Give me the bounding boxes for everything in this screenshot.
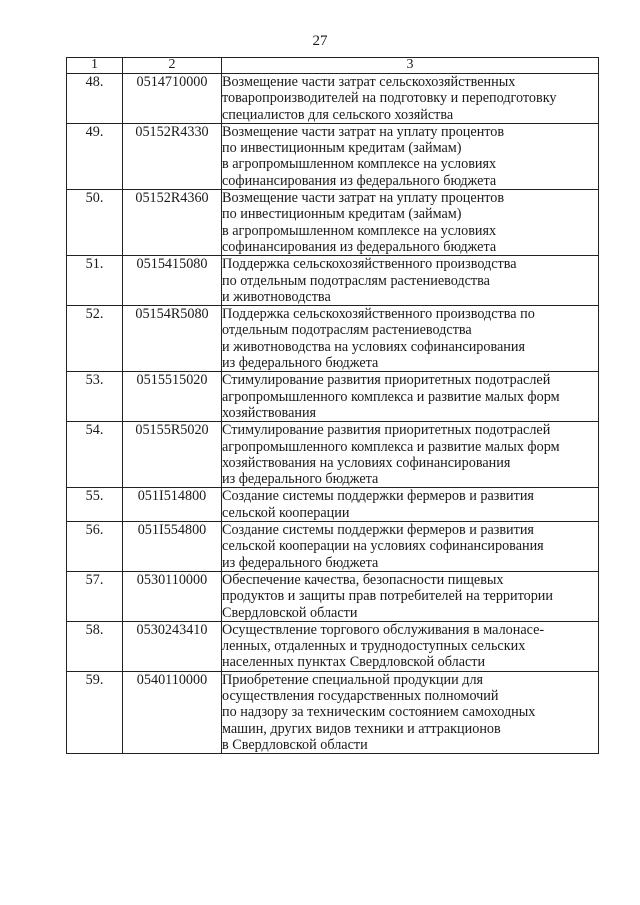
description-line: Свердловской области	[222, 604, 358, 621]
budget-code: 05152R4360	[123, 190, 222, 256]
description-line: в Свердловской области	[222, 736, 368, 753]
description-line: из федерального бюджета	[222, 471, 379, 488]
budget-code: 0530110000	[123, 571, 222, 621]
table-header-row	[67, 58, 599, 74]
table-row	[67, 74, 599, 124]
description-line: осуществления государственных полномочий	[222, 687, 499, 704]
table-row	[67, 422, 599, 488]
description-line: сельской кооперации на условиях софинансирования	[222, 538, 544, 555]
description-line: в агропромышленном комплексе на условиях	[222, 156, 497, 173]
page-number: 27	[312, 33, 328, 49]
expense-description	[222, 306, 599, 372]
description-line: ленных, отдаленных и труднодоступных сельских	[222, 638, 526, 655]
expense-description	[222, 488, 599, 522]
column-header-description: 3	[222, 58, 599, 74]
row-number: 58.	[67, 621, 123, 671]
description-line: хозяйствования на условиях софинансирования	[222, 454, 511, 471]
table-row	[67, 256, 599, 306]
budget-code: 051I514800	[123, 488, 222, 522]
table-row	[67, 522, 599, 572]
budget-code: 05154R5080	[123, 306, 222, 372]
expense-description	[222, 123, 599, 189]
budget-codes-table	[66, 57, 599, 754]
row-number: 48.	[67, 74, 123, 124]
column-header-number: 1	[67, 58, 123, 74]
row-number: 51.	[67, 256, 123, 306]
description-line: Возмещение части затрат сельскохозяйственных	[222, 74, 516, 90]
description-line: и животноводства на условиях софинансирования	[222, 338, 526, 355]
row-number: 55.	[67, 488, 123, 522]
description-line: сельской кооперации	[222, 504, 350, 521]
budget-code: 0530243410	[123, 621, 222, 671]
description-line: Приобретение специальной продукции для	[222, 671, 484, 688]
row-number: 49.	[67, 123, 123, 189]
description-line: Поддержка сельскохозяйственного производства по	[222, 306, 535, 323]
row-number: 59.	[67, 671, 123, 753]
description-line: в агропромышленном комплексе на условиях	[222, 222, 497, 239]
description-line: софинансирования из федерального бюджета	[222, 238, 497, 255]
description-line: Возмещение части затрат на уплату процентов	[222, 123, 505, 140]
table-row	[67, 372, 599, 422]
description-line: продуктов и защиты прав потребителей на территории	[222, 588, 553, 605]
description-line: Создание системы поддержки фермеров и развития	[222, 488, 534, 505]
expense-description	[222, 372, 599, 422]
description-line: Стимулирование развития приоритетных подотраслей	[222, 372, 551, 389]
table-row	[67, 306, 599, 372]
column-header-code: 2	[123, 58, 222, 74]
description-line: населенных пунктах Свердловской области	[222, 654, 486, 671]
row-number: 50.	[67, 190, 123, 256]
row-number: 57.	[67, 571, 123, 621]
description-line: Поддержка сельскохозяйственного производства	[222, 256, 517, 273]
description-line: Стимулирование развития приоритетных подотраслей	[222, 422, 551, 439]
description-line: софинансирования из федерального бюджета	[222, 172, 497, 189]
table-row	[67, 123, 599, 189]
budget-code: 0515515020	[123, 372, 222, 422]
row-number: 54.	[67, 422, 123, 488]
description-line: хозяйствования	[222, 404, 317, 421]
budget-code: 0514710000	[123, 74, 222, 124]
row-number: 53.	[67, 372, 123, 422]
expense-description	[222, 74, 599, 124]
expense-description	[222, 422, 599, 488]
description-line: товаропроизводителей на подготовку и переподготовку	[222, 90, 557, 107]
expense-description	[222, 190, 599, 256]
description-line: по отдельным подотраслям растениеводства	[222, 272, 490, 289]
budget-code: 05152R4330	[123, 123, 222, 189]
description-line: агропромышленного комплекса и развитие малых форм	[222, 438, 560, 455]
row-number: 56.	[67, 522, 123, 572]
description-line: из федерального бюджета	[222, 355, 379, 372]
budget-code: 05155R5020	[123, 422, 222, 488]
description-line: и животноводства	[222, 288, 331, 305]
expense-description	[222, 571, 599, 621]
table-row	[67, 190, 599, 256]
expense-description	[222, 621, 599, 671]
description-line: по надзору за техническим состоянием самоходных	[222, 704, 536, 721]
expense-description	[222, 522, 599, 572]
table-body	[67, 74, 599, 754]
description-line: по инвестиционным кредитам (займам)	[222, 140, 462, 157]
description-line: Осуществление торгового обслуживания в малонасе-	[222, 621, 545, 638]
description-line: Возмещение части затрат на уплату процентов	[222, 190, 505, 207]
expense-description	[222, 671, 599, 753]
row-number: 52.	[67, 306, 123, 372]
table-row	[67, 621, 599, 671]
budget-code: 0515415080	[123, 256, 222, 306]
description-line: по инвестиционным кредитам (займам)	[222, 206, 462, 223]
description-line: Обеспечение качества, безопасности пищевых	[222, 571, 504, 588]
table-row	[67, 488, 599, 522]
table-row	[67, 671, 599, 753]
description-line: агропромышленного комплекса и развитие малых форм	[222, 388, 560, 405]
budget-code: 051I554800	[123, 522, 222, 572]
expense-description	[222, 256, 599, 306]
description-line: специалистов для сельского хозяйства	[222, 106, 454, 123]
description-line: отдельным подотраслям растениеводства	[222, 322, 472, 339]
description-line: из федерального бюджета	[222, 554, 379, 571]
description-line: Создание системы поддержки фермеров и развития	[222, 522, 534, 539]
table-row	[67, 571, 599, 621]
budget-code: 0540110000	[123, 671, 222, 753]
description-line: машин, других видов техники и аттракционов	[222, 720, 501, 737]
